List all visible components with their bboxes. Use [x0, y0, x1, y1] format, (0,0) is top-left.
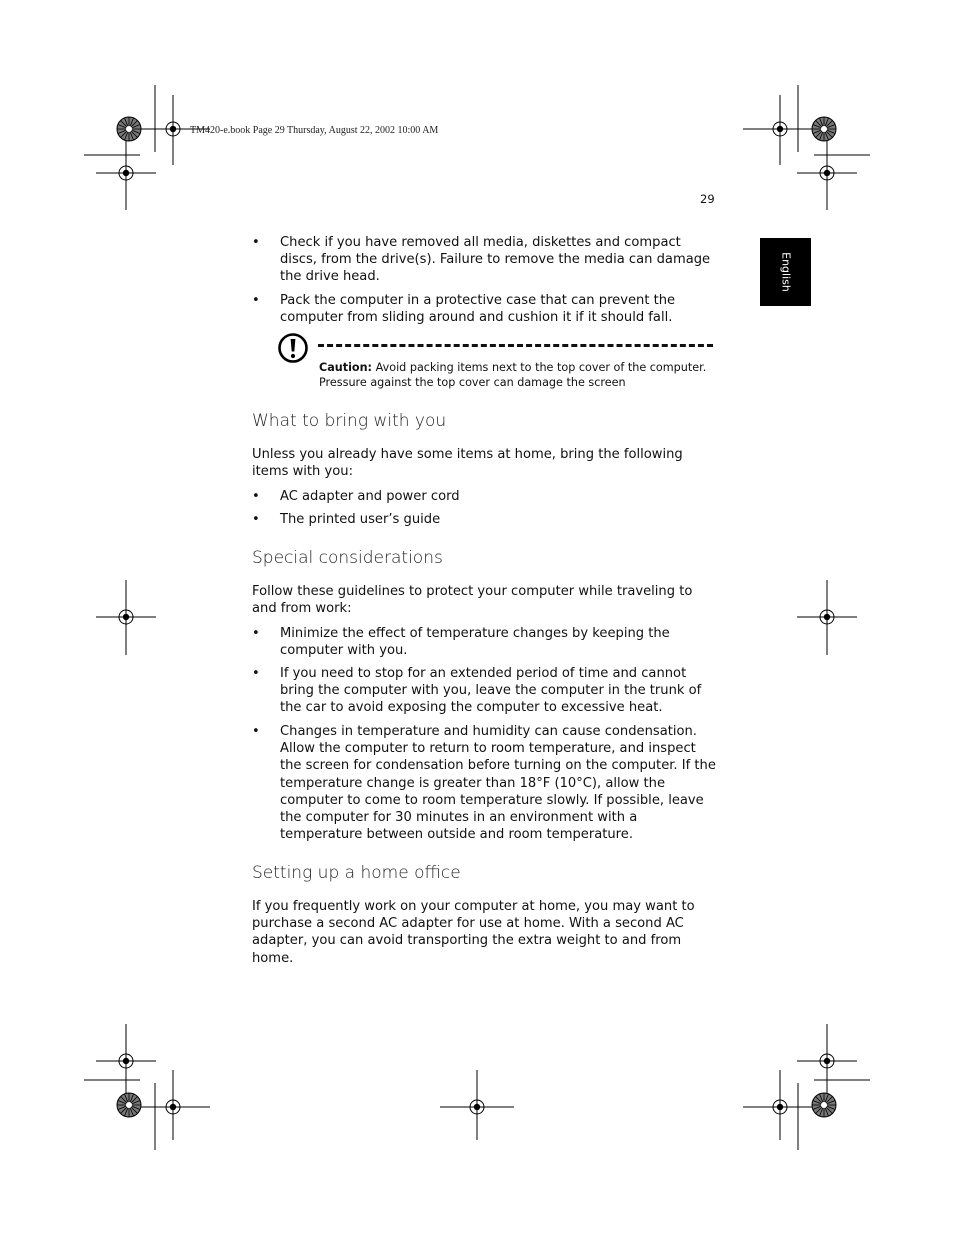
bullet-marker: • — [252, 489, 260, 504]
list-item — [252, 292, 714, 328]
section-office-body: If you frequently work on your computer at home, you may want to purchase a second AC adapter for use at home. With a second AC adapter, you can avoid transporting the extra weight to and from home. — [252, 899, 695, 966]
list-item — [252, 625, 714, 661]
print-header: TM420-e.book Page 29 Thursday, August 22, 2002 10:00 AM — [190, 125, 439, 136]
list-item-text: Check if you have removed all media, diskettes and compact discs, from the drive(s). Failure to remove the media can damage the drive head. — [280, 235, 711, 285]
list-item — [252, 723, 714, 845]
caution-divider — [318, 344, 713, 347]
caution-text: Avoid packing items next to the top cover of the computer. Pressure against the top cover can damage the screen — [319, 361, 707, 389]
section-heading-office: Setting up a home office — [252, 863, 461, 883]
list-item-text: Pack the computer in a protective case that can prevent the computer from sliding around and cushion it if it should fall. — [280, 293, 676, 326]
section-heading-bring: What to bring with you — [252, 411, 447, 431]
caution-label: Caution: — [319, 361, 373, 374]
caution-note — [319, 360, 719, 390]
language-tab — [760, 238, 811, 306]
list-item-text: AC adapter and power cord — [280, 489, 460, 504]
section-heading-special: Special considerations — [252, 548, 443, 568]
list-item — [252, 665, 714, 717]
language-tab-label: English — [779, 252, 792, 292]
caution-exclamation-icon — [277, 332, 309, 364]
bullet-marker: • — [252, 666, 260, 681]
list-item — [252, 234, 714, 286]
bullet-marker: • — [252, 724, 260, 739]
list-item-text: Changes in temperature and humidity can cause condensation. Allow the computer to return to room temperature, and inspect the screen for condensation before turning on the computer. If the temperature change is greater than 18°F (10°C), allow the computer to come to room temperature slowly. If possible, leave the computer for 30 minutes in an environment with a temperature between outside and room temperature. — [280, 724, 716, 843]
list-item-text: The printed user’s guide — [280, 512, 441, 527]
section-bring-intro: Unless you already have some items at home, bring the following items with you: — [252, 447, 683, 480]
bullet-marker: • — [252, 293, 260, 308]
list-item-text: If you need to stop for an extended period of time and cannot bring the computer with you, leave the computer in the trunk of the car to avoid exposing the computer to excessive heat. — [280, 666, 702, 716]
list-item — [252, 488, 714, 506]
list-item-text: Minimize the effect of temperature changes by keeping the computer with you. — [280, 626, 670, 659]
bullet-marker: • — [252, 512, 260, 527]
list-item — [252, 511, 714, 529]
section-special-intro: Follow these guidelines to protect your computer while traveling to and from work: — [252, 584, 693, 617]
bullet-marker: • — [252, 235, 260, 250]
bullet-marker: • — [252, 626, 260, 641]
page-number: 29 — [700, 192, 715, 206]
